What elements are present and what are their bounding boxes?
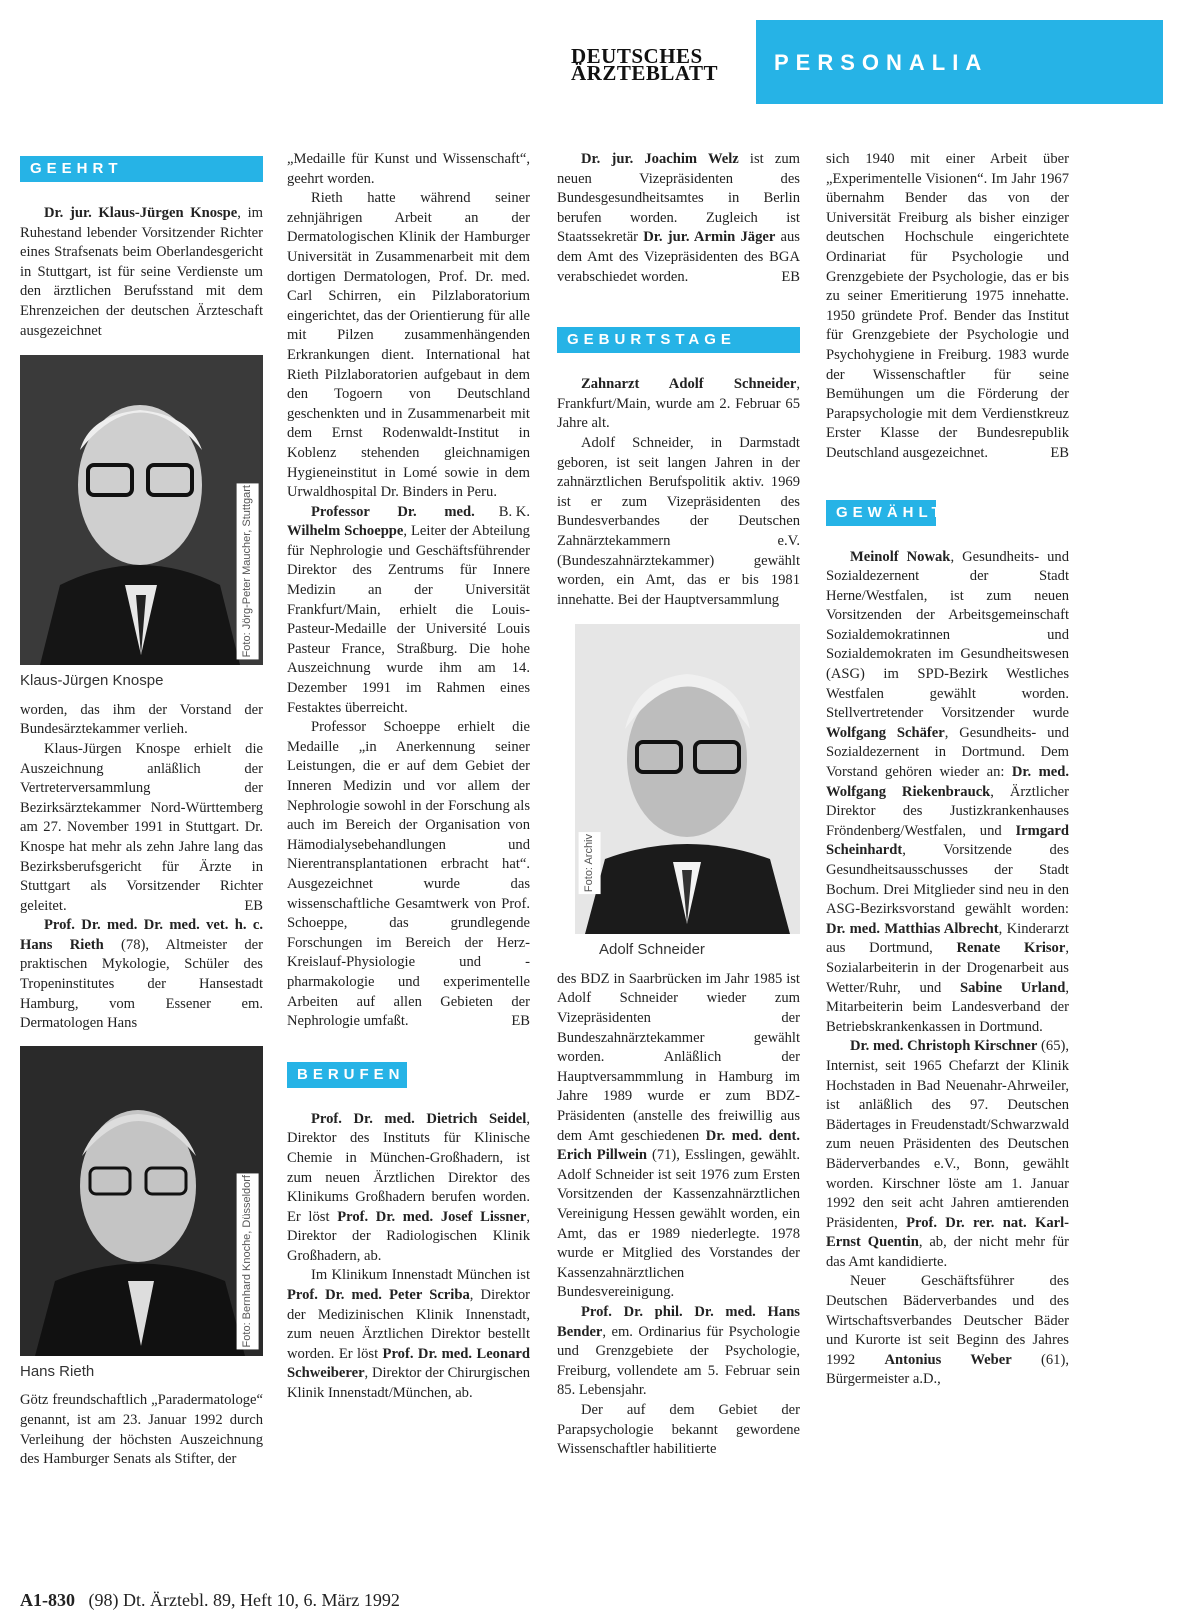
photo-credit-schneider: Foto: Archiv (579, 832, 601, 894)
masthead-line1: DEUTSCHES (571, 44, 703, 68)
portrait-schneider (575, 624, 800, 934)
caption-rieth: Hans Rieth (20, 1362, 95, 1380)
masthead-line2: ÄRZTEBLATT (571, 61, 718, 85)
issue-reference: (98) Dt. Ärztebl. 89, Heft 10, 6. März 1992 (88, 1590, 400, 1610)
column-4: sich 1940 mit einer Arbeit über „Experimentelle Visionen“. Im Jahr 1967 übernahm Bender das von der Universität Freiburg als bisher einziger deutschen Hochschule eingerichtete Ordinariat für Psychologie und Grenzgebiete der Psychologie, das er bis zu seiner Emeritierung 1975 innehatte. 1950 gründete Prof. Bender das Institut für Grenzgebiete der Psychologie und Psychohygiene in Freiburg. 1983 wurde der Wissenschaftler für seine Bemühungen um die Förderung der Parapsychologie mit dem Verdienstkreuz Erster Klasse der Bundesrepublik Deutschland ausgezeichnet. EB GEWÄHLT Meinolf Nowak, Gesundheits- und Sozialdezernent der Stadt Herne/Westfalen, ist zum neuen Vorsitzenden der Arbeitsgemeinschaft Sozialdemokratinnen und Sozialdemokraten im Gesundheitswesen (ASG) im SPD-Bezirk Westliches Westfalen gewählt worden. Stellvertretender Vorsitzender wurde Wolfgang Schäfer, Gesundheits- und Sozialdezernent in Dortmund. Dem Vorstand gehören wieder an: Dr. med. Wolfgang Riekenbrauck, Ärztlicher Direktor des Justizkrankenhauses Fröndenberg/Westfalen, und Irmgard Scheinhardt, Vorsitzende des Gesundheitsausschusses der Stadt Bochum. Drei Mitglieder sind neu in den ASG-Bezirksvorstand gewählt worden: Dr. med. Matthias Albrecht, Kinderarzt aus Dortmund, Renate Krisor, Sozialarbeiterin in der Drogenarbeit aus Wetter/Ruhr, und Sabine Urland, Mitarbeiterin beim Landesverband der Betriebskrankenkassen in Dortmund. Dr. med. Christoph Kirschner (65), Internist, seit 1965 Chefarzt der Klinik Hochstaden in Bad Neuenahr-Ahrweiler, ist anläßlich des 97. Deutschen Bädertages in Freudenstadt/Schwarzwald zum neuen Präsidenten des Deutschen Bäderverbandes e.V., Bonn, gewählt worden. Kirschner löste am 1. Januar 1992 den seit acht Jahren amtierenden Präsidenten, Prof. Dr. rer. nat. Karl-Ernst Quentin, ab, der nicht mehr für das Amt kandidierte. Neuer Geschäftsführer des Deutschen Bäderverbandes und des Wirtschaftsverbandes Deutscher Bäder und Kurorte ist seit Beginn des Jahres 1992 Antonius Weber (61), Bürgermeister a.D., (826, 151, 1070, 1388)
column-2: „Medaille für Kunst und Wissenschaft“, geehrt worden. Rieth hatte während seiner zehnjährigen Arbeit an der Dermatologischen Klinik der Hamburger Universität in Zusammenarbeit mit dem dortigen Dermatologen, Prof. Dr. med. Carl Schirren, ein Pilzlaboratorium eingerichtet, das der Orientierung für alle mit Pilzen zusammenhängenden Erkrankungen dient. International hat Rieth Pilzlaboratorien aufgebaut in dem den Togoern von Deutschland geschenkten und in Zusammenarbeit mit dem Ernst Rodenwaldt-Institut in Koblenz stehenden gleichnamigen Hygieneinstitut in Lomé sowie in dem Urwaldhospital Dr. Binders in Peru. B. K. Professor Dr. med. Wilhelm Schoeppe, Leiter der Abteilung für Nephrologie und Geschäftsführender Direktor des Zentrums für Innere Medizin an der Universität Frankfurt/Main, erhielt die Louis-Pasteur-Medaille der Université Louis Pasteur France, Straßburg. Die hohe Auszeichnung wurde ihm am 14. Dezember 1991 im Rahmen eines Festaktes überreicht. Professor Schoeppe erhielt die Medaille „in Anerkennung seiner Leistungen, die er auf dem Gebiet der Inneren Medizin und vor allem der Nephrologie sowohl in der Forschung als auch im Bereich der Organisation von Hämodialysebehandlungen und Nierentransplantationen erbracht hat“. Ausgezeichnet wurde das wissenschaftliche Gesamtwerk von Prof. Schoeppe, das grundlegende Forschungen im Bereich der Herz-Kreislauf-Physiologie und -pharmakologie und experimentelle Arbeiten auf allen Gebieten der Nephrologie umfaßt. EB BERUFEN Prof. Dr. med. Dietrich Seidel, Direktor des Instituts für Klinische Chemie in München-Großhadern, ist zum neuen Ärztlichen Direktor des Klinikums Großhadern berufen worden. Er löst Prof. Dr. med. Josef Lissner, Direktor der Radiologischen Klinik Großhadern, ab. Im Klinikum Innenstadt München ist Prof. Dr. med. Peter Scriba, Direktor der Medizinischen Klinik Innenstadt, zum neuen Ärztlichen Direktor bestellt worden. Er löst Prof. Dr. med. Leonard Schweiberer, Direktor der Chirurgischen Klinik Innenstadt/München, ab. (287, 150, 530, 1404)
photo-credit-rieth: Foto: Bernhard Knoche, Düsseldorf (237, 1173, 259, 1349)
article-schoeppe: Professor Dr. med. Wilhelm Schoeppe, Leiter der Abteilung für Nephrologie und Geschäftsführender Direktor des Zentrums für Innere Medizin an der Universität Frankfurt/Main, erhielt die Louis-Pasteur-Medaille der Université Louis Pasteur France, Straßburg. Die hohe Auszeichnung wurde ihm am 14. Dezember 1991 im Rahmen eines Festaktes überreicht. (287, 503, 530, 716)
photo-knospe (20, 355, 263, 665)
column-3: Dr. jur. Joachim Welz ist zum neuen Vizepräsidenten des Bundesgesundheitsamtes in Berlin berufen worden. Zugleich ist Staatssekretär Dr. jur. Armin Jäger aus dem Amt des Vizepräsidenten des BGA verabschiedet worden. EB GEBURTSTAGE Zahnarzt Adolf Schneider, Frankfurt/Main, wurde am 2. Februar 65 Jahre alt. Adolf Schneider, in Darmstadt geboren, ist seit langen Jahren in der zahnärztlichen Berufspolitik aktiv. 1969 ist er zum Vizepräsidenten des Bundesverbandes der Deutschen Zahnärztekammern e.V. (Bundeszahnärztekammer) gewählt worden, ein Amt, das er bis 1981 innehatte. Bei der Hauptversammlung Foto: Archiv Adolf Schneider des BDZ in Saarbrücken im Jahr 1985 ist Adolf Schneider wieder zum Vizepräsidenten der Bundeszahnärztekammer gewählt worden. Anläßlich der Hauptversammmlung in Hamburg im Jahre 1989 wurde er zum BDZ-Präsidenten (anstelle des freiwillig aus dem Amt geschiedenen Dr. med. dent. Erich Pillwein (71), Esslingen, gewählt. Adolf Schneider ist seit 1976 zum Ersten Vorsitzenden der Kassenzahnärztlichen Vereinigung Hessen gewählt worden, ein Amt, das er 1989 niederlegte. 1978 wurde er Mitglied des Vorstandes der Kassenzahnärztlichen Bundesvereinigung. Prof. Dr. phil. Dr. med. Hans Bender, em. Ordinarius für Psychologie und Grenzgebiete der Psychologie, Freiburg, vollendete am 5. Februar sein 85. Lebensjahr. Der auf dem Gebiet der Parapsychologie bekannt gewordene Wissenschaftler habilitierte (557, 151, 800, 1458)
section-title: PERSONALIA (774, 50, 989, 75)
article-knospe: Dr. jur. Klaus-Jürgen Knospe, im Ruhestand lebender Vorsitzender Richter eines Strafsenats beim Oberlandesgericht in Stuttgart, ist für seine Verdienste um den ärztlichen Berufsstand mit dem Ehrenzeichen der deutschen Ärzteschaft ausgezeichnet (20, 205, 264, 339)
photo-credit-knospe: Foto: Jörg-Peter Maucher, Stuttgart (237, 483, 259, 659)
section-header-geburtstage: GEBURTSTAGE (557, 327, 800, 353)
article-nowak: Meinolf Nowak, Gesundheits- und Sozialdezernent der Stadt Herne/Westfalen, ist zum neuen Vorsitzenden der Arbeitsgemeinschaft Sozialdemokratinnen und Sozialdemokraten im Gesundheitswesen (ASG) im SPD-Bezirk Westliches Westfalen gewählt worden. Stellvertretender Vorsitzender wurde Wolfgang Schäfer, Gesundheits- und Sozialdezernent in Dortmund. Dem Vorstand gehören wieder an: Dr. med. Wolfgang Riekenbrauck, Ärztlicher Direktor des Justizkrankenhauses Fröndenberg/Westfalen, und Irmgard Scheinhardt, Vorsitzende des Gesundheitsausschusses der Stadt Bochum. Drei Mitglieder sind neu in den ASG-Bezirksvorstand gewählt worden: Dr. med. Matthias Albrecht, Kinderarzt aus Dortmund, Renate Krisor, Sozialarbeiterin in der Drogenarbeit aus Wetter/Ruhr, und Sabine Urland, Mitarbeiterin beim Landesverband der Betriebskrankenkassen in Dortmund. (826, 548, 1070, 1035)
article-kirschner: Dr. med. Christoph Kirschner (65), Internist, seit 1965 Chefarzt der Klinik Hochstaden in Bad Neuenahr-Ahrweiler, ist anläßlich des 97. Deutschen Bädertages in Freudenstadt/Schwarzwald zum neuen Präsidenten des Deutschen Bäderverbandes e.V., Bonn, gewählt worden. Kirschner löste am 1. Januar 1992 den seit acht Jahren amtierenden Präsidenten, Prof. Dr. rer. nat. Karl-Ernst Quentin, ab, der nicht mehr für das Amt kandidierte. (826, 1038, 1070, 1270)
page-footer (20, 1590, 400, 1611)
page-number: A1-830 (20, 1590, 75, 1610)
section-header-gewaehlt: GEWÄHLT (826, 500, 936, 526)
article-schneider: Zahnarzt Adolf Schneider, Frankfurt/Main, wurde am 2. Februar 65 Jahre alt. (557, 376, 800, 432)
article-scriba: Im Klinikum Innenstadt München ist Prof. Dr. med. Peter Scriba, Direktor der Medizinischen Klinik Innenstadt, zum neuen Ärztlichen Direktor bestellt worden. Er löst Prof. Dr. med. Leonard Schweiberer, Direktor der Chirurgischen Klinik Innenstadt/München, ab. (287, 1267, 530, 1402)
masthead (571, 44, 718, 85)
photo-rieth (20, 1046, 263, 1356)
portrait-knospe (20, 355, 263, 665)
article-seidel: Prof. Dr. med. Dietrich Seidel, Direktor des Instituts für Klinische Chemie in München-Großhadern, ist zum neuen Ärztlichen Direktor des Klinikums Großhadern berufen worden. Er löst Prof. Dr. med. Josef Lissner, Direktor der Radiologischen Klinik Großhadern, ab. (287, 1110, 530, 1264)
photo-schneider (575, 624, 800, 934)
article-welz: Dr. jur. Joachim Welz ist zum neuen Vizepräsidenten des Bundesgesundheitsamtes in Berlin berufen worden. Zugleich ist Staatssekretär Dr. jur. Armin Jäger aus dem Amt des Vizepräsidenten des BGA verabschiedet worden. EB (557, 151, 800, 285)
section-header-berufen: BERUFEN (287, 1062, 407, 1088)
portrait-rieth (20, 1046, 263, 1356)
article-rieth: Prof. Dr. med. Dr. med. vet. h. c. Hans Rieth (78), Altmeister der praktischen Mykologie, Schüler des Tropeninstitutes der Hansestadt Hamburg, vom Essener em. Dermatologen Hans (20, 917, 264, 1032)
caption-schneider: Adolf Schneider (599, 941, 705, 959)
column-1: GEEHRT Dr. jur. Klaus-Jürgen Knospe, im Ruhestand lebender Vorsitzender Richter eines Strafsenats beim Oberlandesgericht in Stuttgart, ist für seine Verdienste um den ärztlichen Berufsstand mit dem Ehrenzeichen der deutschen Ärzteschaft ausgezeichnet Foto: Jörg-Peter Maucher, Stuttgart Klaus-Jürgen Knospe worden, das ihm der Vorstand der Bundesärztekammer verlieh. Klaus-Jürgen Knospe erhielt die Auszeichnung anläßlich der Vertreterversammlung der Bezirksärztekammer Nord-Württemberg am 27. November 1991 in Stuttgart. Dr. Knospe hat mehr als zehn Jahre lang das Bezirksberufsgericht für Ärzte in Stuttgart als Vorsitzender Richter geleitet. EB Prof. Dr. med. Dr. med. vet. h. c. Hans Rieth (78), Altmeister der praktischen Mykologie, Schüler des Tropeninstitutes der Hansestadt Hamburg, vom Essener em. Dermatologen Hans Foto: Bernhard Knoche, Düsseldorf Hans Rieth Götz freundschaftlich „Paradermatologe“ genannt, ist am 23. Januar 1992 durch Verleihung der höchsten Auszeichnung des Hamburger Senats als Stifter, der (20, 156, 263, 1470)
article-bender: Prof. Dr. phil. Dr. med. Hans Bender, em. Ordinarius für Psychologie und Grenzgebiete der Psychologie, Freiburg, vollendete am 5. Februar sein 85. Lebensjahr. (557, 1303, 800, 1399)
caption-knospe: Klaus-Jürgen Knospe (20, 672, 164, 690)
section-header-geehrt: GEEHRT (20, 156, 263, 182)
section-banner (756, 20, 1163, 104)
